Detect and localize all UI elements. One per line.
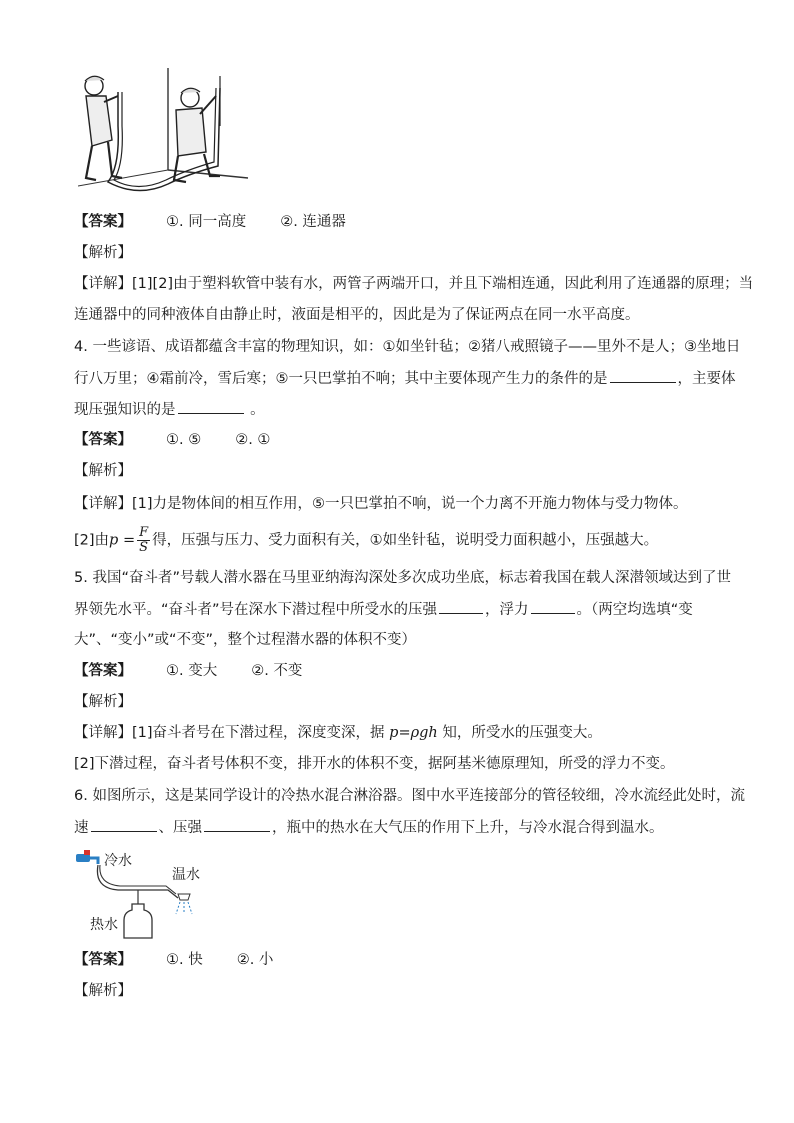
q4-detail-line2 [74,526,658,555]
pressure-formula: p=ρgh [389,725,438,741]
q6-stem-text: 速 [74,820,89,836]
answer-tag: 【答案】 [74,432,132,448]
q5-detail-text: 知，所受水的压强变大。 [437,725,602,741]
q4-blank-1[interactable] [610,368,676,383]
hot-water-bottle-icon [124,904,152,938]
q4-stem-text: 行八万里；④霜前冷，雪后寒；⑤一只巴掌拍不响；其中主要体现产生力的条件的是 [74,371,608,387]
q6-stem-line1: 6. 如图所示，这是某同学设计的冷热水混合淋浴器。图中水平连接部分的管径较细，冷水流经此处时，流 [74,788,745,804]
q6-stem-text: 、压强 [158,820,202,836]
q5-stem-line2 [74,599,693,620]
answer-item: ②. 不变 [251,663,303,679]
q6-blank-1[interactable] [91,817,157,832]
q5-stem-text: 界领先水平。“奋斗者”号在深水下潜过程中所受水的压强 [74,602,438,618]
q4-stem-text: 。 [245,402,265,418]
q5-stem-line3: 大”、“变小”或“不变”，整个过程潜水器的体积不变） [74,632,417,648]
answer-tag: 【答案】 [74,663,132,679]
answer-item: ①. 变大 [166,663,218,679]
answer-tag: 【答案】 [74,952,132,968]
q6-stem-line2 [74,817,664,838]
formula-fraction [137,526,150,555]
q5-stem-text: 。（两空均选填“变 [576,602,693,618]
q4-stem-text: ，主要体 [677,371,736,387]
answer-item: ②. 小 [236,952,274,968]
q5-blank-2[interactable] [531,599,575,614]
fraction-denominator: S [139,540,149,555]
q4-detail-line1: 【详解】[1]力是物体间的相互作用，⑤一只巴掌拍不响，说一个力离不开施力物体与受力物体。 [74,496,688,512]
q6-analysis-tag: 【解析】 [74,983,132,999]
q4-detail-text: [2]由 [74,532,110,549]
q4-blank-2[interactable] [178,399,244,414]
faucet-icon [76,854,90,862]
q4-analysis-tag: 【解析】 [74,463,132,479]
q6-answer-row [74,950,307,970]
q5-detail-line1 [74,723,602,743]
q3-analysis-tag: 【解析】 [74,245,132,261]
q5-blank-1[interactable] [439,599,483,614]
q4-stem-line2 [74,368,736,389]
q5-analysis-tag: 【解析】 [74,694,132,710]
shower-mixer-figure [74,848,214,942]
q5-answer-row [74,661,336,681]
q4-detail-text: 得，压强与压力、受力面积有关，①如坐针毡，说明受力面积越小，压强越大。 [152,532,659,549]
q5-detail-text: 【详解】[1]奋斗者号在下潜过程，深度变深，据 [74,725,390,741]
q5-detail-line2: [2]下潜过程，奋斗者号体积不变，排开水的体积不变，据阿基米德原理知，所受的浮力不变。 [74,756,675,772]
answer-item: ②. 连通器 [280,214,346,230]
q3-answer-row [74,212,380,232]
formula-lhs: p = [109,532,136,549]
fraction-numerator: F [139,525,149,540]
q4-stem-line1: 4. 一些谚语、成语都蕴含丰富的物理知识，如：①如坐针毡；②猪八戒照镜子——里外不是人；③坐地日 [74,339,741,355]
q4-stem-line3 [74,399,265,420]
label-hot-water: 热水 [90,917,118,933]
q6-stem-text: ，瓶中的热水在大气压的作用下上升，与冷水混合得到温水。 [272,820,664,836]
answer-item: ①. 同一高度 [166,214,247,230]
q4-stem-text: 现压强知识的是 [74,402,176,418]
answer-item: ①. 快 [166,952,203,968]
answer-tag: 【答案】 [74,214,132,230]
q4-answer-row [74,430,304,450]
answer-item: ②. ① [235,432,271,448]
q5-stem-line1: 5. 我国“奋斗者”号载人潜水器在马里亚纳海沟深处多次成功坐底，标志着我国在载人深潜领域达到了世 [74,570,731,586]
q3-detail-line1: 【详解】[1][2]由于塑料软管中装有水，两管子两端开口，并且下端相连通，因此利用了连通器的原理；当 [74,276,754,292]
shower-head-icon [178,894,190,900]
q3-detail-line2: 连通器中的同种液体自由静止时，液面是相平的，因此是为了保证两点在同一水平高度。 [74,307,640,323]
label-warm-water: 温水 [172,867,200,883]
q6-blank-2[interactable] [204,817,270,832]
label-cold-water: 冷水 [104,853,132,869]
q5-stem-text: ，浮力 [485,602,529,618]
workers-hose-figure [78,66,250,198]
answer-item: ①. ⑤ [166,432,202,448]
